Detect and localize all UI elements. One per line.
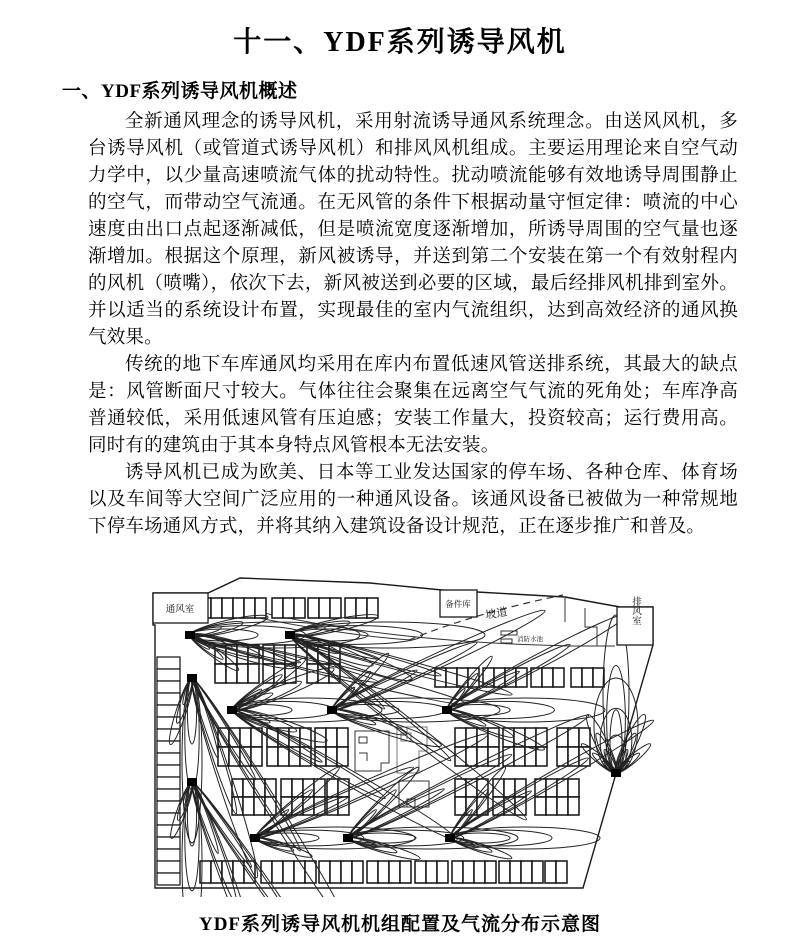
parking-stall bbox=[516, 668, 527, 687]
parking-stall bbox=[281, 779, 292, 797]
parking-stall bbox=[248, 664, 259, 683]
parking-stall bbox=[283, 598, 294, 618]
parking-stall bbox=[237, 664, 248, 683]
fan-unit bbox=[227, 706, 237, 714]
parking-stall bbox=[240, 728, 251, 747]
parking-stall bbox=[341, 861, 352, 883]
parking-stall bbox=[378, 861, 389, 883]
left-ladder-stall bbox=[157, 789, 180, 801]
paragraph-applications: 诱导风机已成为欧美、日本等工业发达国家的停车场、各种仓库、体育场以及车间等大空间广泛应用的一种通风设备。该通风设备已被做为一种常规地下停车场通风方式，并将其纳入建筑设备设计规范，正在逐步推广和普及。 bbox=[88, 463, 738, 537]
parking-stall bbox=[568, 797, 579, 815]
parking-stall bbox=[426, 861, 437, 883]
left-ladder-stall bbox=[157, 777, 180, 789]
core-structure-a bbox=[355, 731, 389, 771]
parking-stall bbox=[211, 598, 222, 618]
parking-stall bbox=[319, 598, 330, 618]
parking-stall bbox=[437, 861, 448, 883]
parking-stall bbox=[303, 779, 314, 797]
fan-unit bbox=[327, 706, 337, 714]
core-structure-c bbox=[399, 781, 429, 807]
parking-stall bbox=[272, 598, 283, 618]
parking-stall bbox=[222, 598, 233, 618]
left-ladder-stall bbox=[157, 681, 180, 693]
fan-unit bbox=[187, 674, 197, 682]
parking-stall bbox=[474, 861, 485, 883]
parking-stall bbox=[463, 861, 474, 883]
parking-stall bbox=[337, 728, 348, 747]
section-heading: 一、YDF系列诱导风机概述 bbox=[62, 81, 298, 102]
left-ladder-stall bbox=[157, 813, 180, 825]
parking-stall bbox=[545, 861, 556, 883]
parking-stall bbox=[292, 779, 303, 797]
parking-stall bbox=[233, 598, 244, 618]
parking-stall bbox=[557, 779, 568, 797]
parking-stall bbox=[510, 861, 521, 883]
supply-room-label: 通风室 bbox=[165, 605, 195, 615]
parking-stall bbox=[294, 861, 305, 883]
exhaust-room-label: 排风室 bbox=[630, 596, 640, 626]
parking-stall bbox=[415, 861, 426, 883]
left-ladder-stall bbox=[157, 873, 180, 885]
left-ladder-stall bbox=[157, 753, 180, 765]
fan-unit bbox=[185, 631, 195, 639]
left-ladder-stall bbox=[157, 861, 180, 873]
parking-stall bbox=[593, 668, 604, 687]
parking-stall bbox=[367, 861, 378, 883]
parking-stall bbox=[400, 861, 411, 883]
parking-stall bbox=[243, 797, 254, 815]
parking-stall bbox=[455, 728, 466, 747]
parking-stall bbox=[499, 861, 510, 883]
parking-stall bbox=[568, 779, 579, 797]
parking-stall bbox=[488, 747, 499, 766]
parking-stall bbox=[485, 861, 496, 883]
parking-stall bbox=[532, 861, 543, 883]
parking-stall bbox=[267, 747, 278, 766]
parking-stall bbox=[232, 797, 243, 815]
parking-stall bbox=[283, 861, 294, 883]
document-title: 十一、YDF系列诱导风机 bbox=[233, 27, 567, 58]
parking-stall bbox=[521, 861, 532, 883]
parking-stall bbox=[571, 668, 582, 687]
parking-stall bbox=[215, 664, 226, 683]
left-ladder-stall bbox=[157, 657, 180, 669]
figure-caption: YDF系列诱导风机机组配置及气流分布示意图 bbox=[198, 914, 602, 935]
left-ladder-stall bbox=[157, 849, 180, 861]
parking-stall bbox=[389, 861, 400, 883]
parking-stall bbox=[488, 728, 499, 747]
figure bbox=[0, 567, 800, 936]
paragraph-overview: 全新通风理念的诱导风机，采用射流诱导通风系统理念。由送风风机，多台诱导风机（或管道式诱导风机）和排风风机组成。主要运用理论来自空气动力学中，以少量高速喷流气体的扰动特性。扰动喷流能够有效地诱导周围静止的空气，而带动空气流通。在无风管的条件下根据动量守恒定律：喷流的中心速度由出口点起逐渐减低，但是喷流宽度逐渐增加，所诱导周围的空气量也逐渐增加。根据这个原理，新风被诱导，并送到第二个安装在第一个有效射程内的风机（喷嘴），依次下去，新风被送到必要的区域，最后经排风机排到室外。并以适当的系统设计布置，实现最佳的室内气流组织，达到高效经济的通风换气效果。 bbox=[88, 112, 738, 348]
left-ladder-stall bbox=[157, 729, 180, 741]
parking-stall bbox=[330, 598, 341, 618]
parking-stall bbox=[557, 797, 568, 815]
left-ladder-stall bbox=[157, 669, 180, 681]
parking-stall bbox=[294, 598, 305, 618]
parking-stall bbox=[352, 861, 363, 883]
fan-unit bbox=[187, 778, 197, 786]
parking-stall bbox=[345, 598, 356, 618]
fire-pool-label: 消防水池 bbox=[517, 636, 543, 643]
fan-unit bbox=[343, 834, 353, 842]
left-ladder-stall bbox=[157, 693, 180, 705]
left-ladder-stall bbox=[157, 825, 180, 837]
parking-stall bbox=[557, 728, 568, 747]
left-ladder-stall bbox=[157, 765, 180, 777]
parking-stall bbox=[553, 668, 564, 687]
fan-unit bbox=[285, 631, 295, 639]
parking-stall bbox=[514, 728, 525, 747]
left-ladder-stall bbox=[157, 741, 180, 753]
parking-stall bbox=[556, 861, 567, 883]
paragraph-traditional-drawbacks: 传统的地下车库通风均采用在库内布置低速风管送排系统，其最大的缺点是：风管断面尺寸较大。气体往往会聚集在远离空气气流的死角处；车库净高普通较低，采用低速风管有压迫感；安装工作量大，投资较高；运行费用高。同时有的建筑由于其本身特点风管根本无法安装。 bbox=[88, 355, 738, 456]
fan-unit bbox=[611, 769, 621, 777]
body-text bbox=[88, 109, 738, 541]
fan-unit bbox=[442, 706, 452, 714]
spare-parts-label: 备件库 bbox=[445, 599, 471, 609]
parking-stall bbox=[582, 668, 593, 687]
left-ladder-stall bbox=[157, 837, 180, 849]
parking-stall bbox=[535, 797, 546, 815]
parking-stall bbox=[244, 598, 255, 618]
parking-stall bbox=[542, 668, 553, 687]
left-ladder-stall bbox=[157, 705, 180, 717]
airflow-jet bbox=[182, 782, 202, 897]
fan-unit bbox=[250, 834, 260, 842]
parking-stall bbox=[568, 728, 579, 747]
fan-unit bbox=[445, 834, 455, 842]
parking-stall bbox=[452, 861, 463, 883]
parking-stall bbox=[308, 598, 319, 618]
parking-stall bbox=[466, 747, 477, 766]
parking-stall bbox=[546, 797, 557, 815]
ramp-label: 坡道 bbox=[484, 606, 509, 622]
garage-plan-diagram bbox=[145, 567, 655, 897]
parking-stall bbox=[326, 728, 337, 747]
parking-stall bbox=[330, 861, 341, 883]
parking-stall bbox=[272, 861, 283, 883]
